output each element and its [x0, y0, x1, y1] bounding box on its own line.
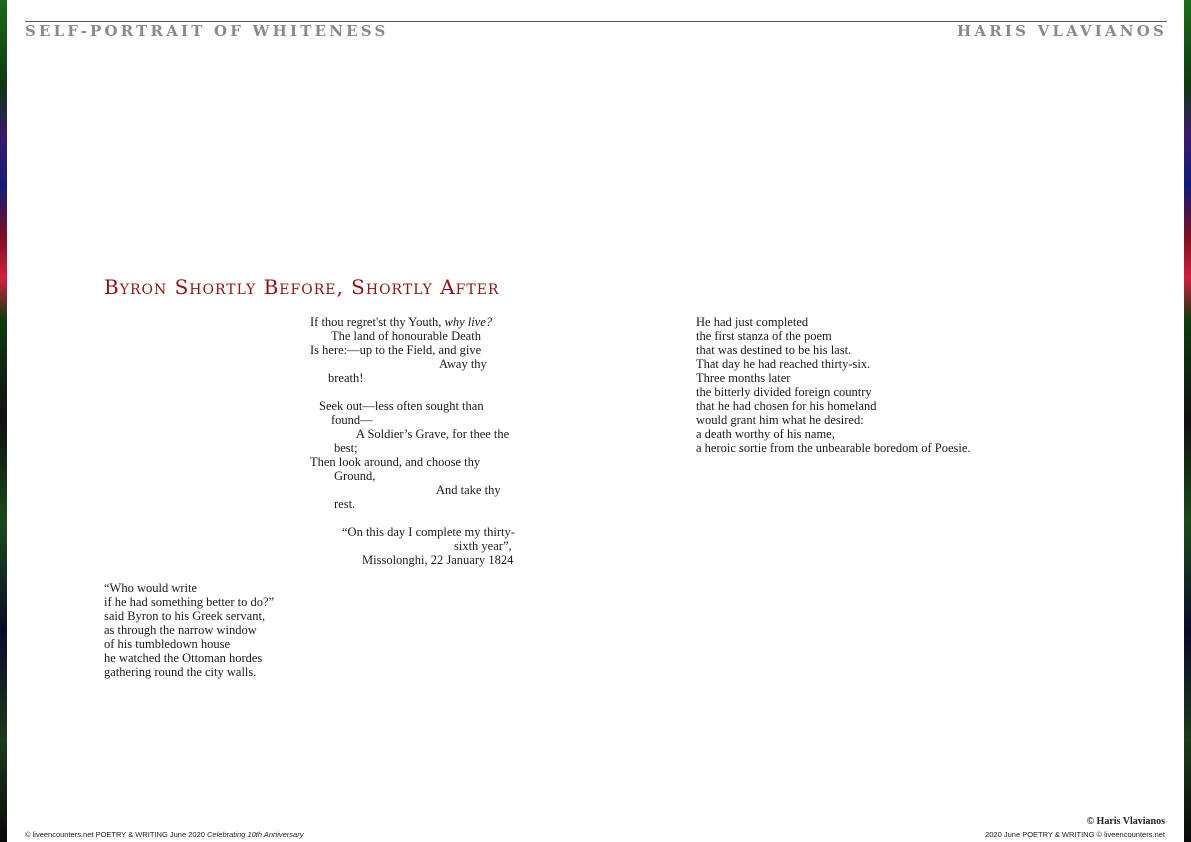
epigraph-line: found—	[331, 413, 373, 427]
stanza-two	[696, 315, 971, 455]
verse-line: if he had something better to do?”	[104, 595, 275, 609]
epigraph-line: And take thy	[436, 483, 501, 497]
verse-line: that he had chosen for his homeland	[696, 399, 877, 413]
epigraph-line: Then look around, and choose thy	[310, 455, 481, 469]
poem-title: Byron Shortly Before, Shortly After	[104, 275, 500, 299]
footer-left	[25, 830, 303, 839]
epigraph-line	[310, 315, 492, 329]
footer-right: 2020 June POETRY & WRITING © liveencounters.net	[985, 830, 1165, 839]
epigraph-source: Missolonghi, 22 January 1824	[362, 553, 514, 567]
verse-line: That day he had reached thirty-six.	[696, 357, 871, 371]
left-edge-decoration	[0, 0, 7, 842]
footer-left-italic: Celebrating 10th Anniversary	[207, 830, 304, 839]
footer-left-text: © liveencounters.net POETRY & WRITING June 2020	[25, 830, 205, 839]
epigraph	[310, 315, 540, 575]
verse-line: He had just completed	[696, 315, 809, 329]
verse-line: “Who would write	[104, 581, 198, 595]
epigraph-line: best;	[334, 441, 358, 455]
running-header-author: HARIS VLAVIANOS	[957, 22, 1167, 40]
epigraph-text: If thou regret'st thy Youth,	[310, 315, 442, 329]
right-edge-decoration	[1184, 0, 1191, 842]
epigraph-line: Ground,	[334, 469, 376, 483]
verse-line: would grant him what he desired:	[696, 413, 864, 427]
verse-line: the bitterly divided foreign country	[696, 385, 872, 399]
verse-line: a heroic sortie from the unbearable boredom of Poesie.	[696, 441, 971, 455]
epigraph-line: Away thy	[439, 357, 487, 371]
epigraph-italic-text: why live?	[444, 315, 493, 329]
epigraph-line: The land of honourable Death	[331, 329, 481, 343]
epigraph-source: “On this day I complete my thirty-	[342, 525, 515, 539]
verse-line: he watched the Ottoman hordes	[104, 651, 263, 665]
epigraph-line: A Soldier’s Grave, for thee the	[356, 427, 510, 441]
running-header-title: SELF-PORTRAIT OF WHITENESS	[25, 22, 389, 40]
epigraph-line: rest.	[334, 497, 356, 511]
verse-line: the first stanza of the poem	[696, 329, 832, 343]
stanza-one	[104, 581, 274, 679]
epigraph-line: Seek out—less often sought than	[319, 399, 484, 413]
verse-line: said Byron to his Greek servant,	[104, 609, 266, 623]
epigraph-line: breath!	[328, 371, 364, 385]
epigraph-source: sixth year”,	[454, 539, 512, 553]
verse-line: Three months later	[696, 371, 791, 385]
author-copyright: © Haris Vlavianos	[1086, 816, 1165, 827]
verse-line: as through the narrow window	[104, 623, 257, 637]
verse-line: gathering round the city walls.	[104, 665, 257, 679]
verse-line: a death worthy of his name,	[696, 427, 835, 441]
epigraph-line: Is here:—up to the Field, and give	[310, 343, 482, 357]
verse-line: of his tumbledown house	[104, 637, 231, 651]
verse-line: that was destined to be his last.	[696, 343, 852, 357]
